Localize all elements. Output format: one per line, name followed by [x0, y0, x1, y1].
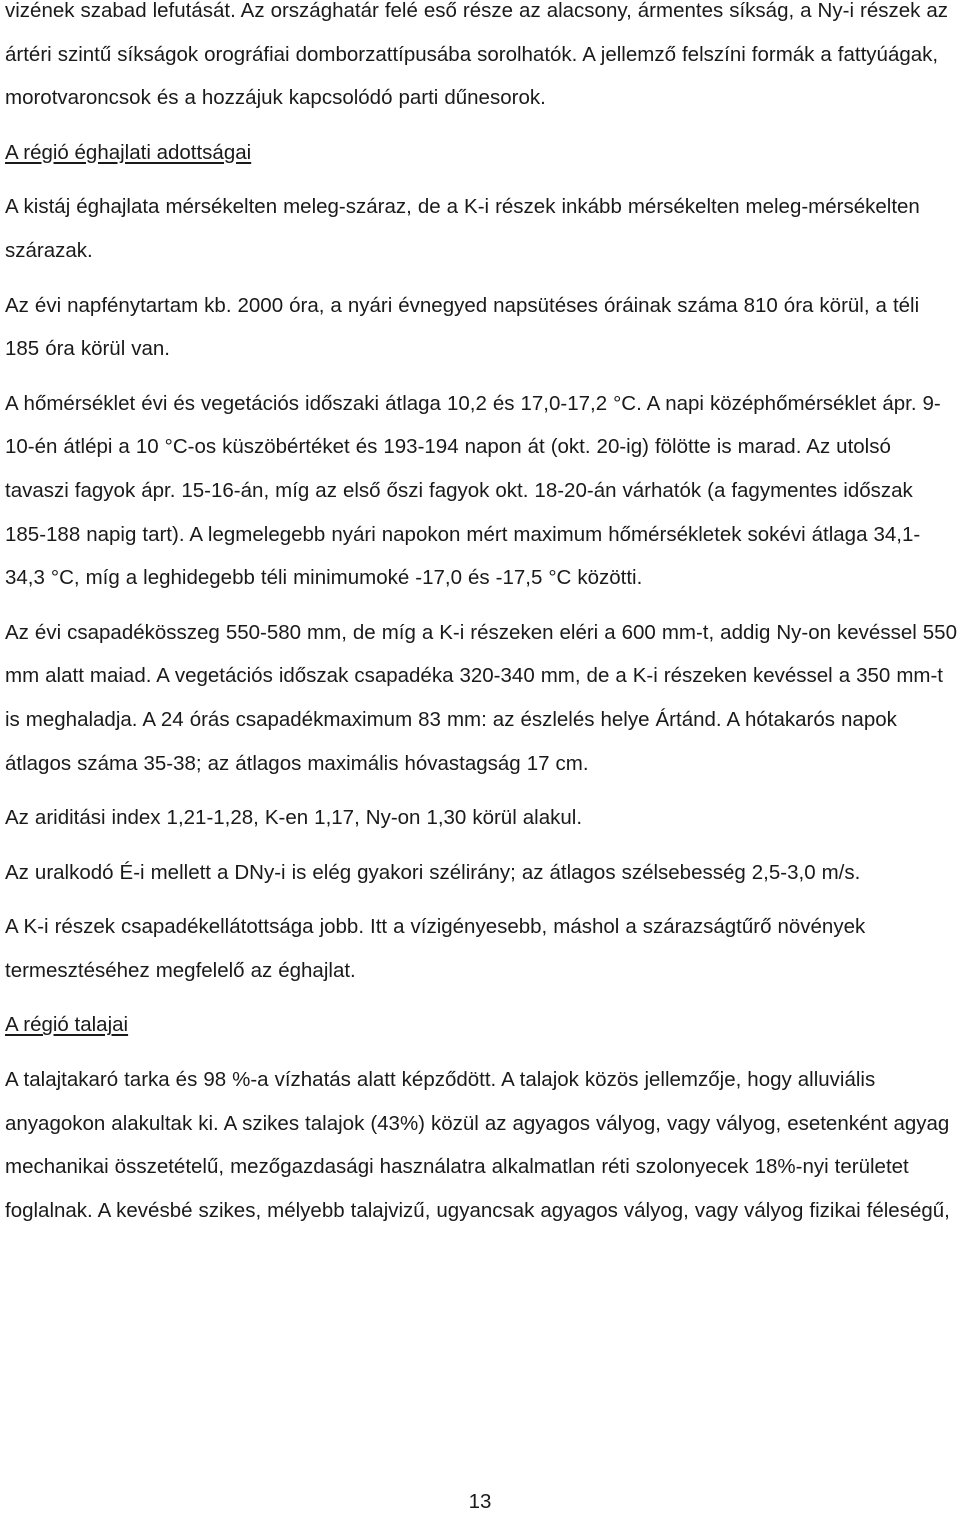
paragraph-sunshine: Az évi napfénytartam kb. 2000 óra, a nyári évnegyed napsütéses óráinak száma 810 óra körül, a téli 185 óra körül van.	[5, 293, 920, 361]
paragraph-precipitation: Az évi csapadékösszeg 550-580 mm, de míg a K-i részeken eléri a 600 mm-t, addig Ny-on kevéssel 550 mm alatt maiad. A vegetációs időszak csapadéka 320-340 mm, de a K-i részeken kevéssel a 350 mm-t is meghaladja. A 24 órás csapadékmaximum 83 mm: az észlelés helye Ártánd. A hótakarós napok átlagos száma 35-38; az átlagos maximális hóvastagság 17 cm.	[5, 620, 957, 775]
paragraph-aridity: Az ariditási index 1,21-1,28, K-en 1,17, Ny-on 1,30 körül alakul.	[5, 806, 583, 830]
paragraph-wind: Az uralkodó É-i mellett a DNy-i is elég gyakori szélirány; az átlagos szélsebesség 2,5-3,0 m/s.	[5, 860, 861, 884]
paragraph-temperature: A hőmérséklet évi és vegetációs időszaki átlaga 10,2 és 17,0-17,2 °C. A napi középhőmérséklet ápr. 9-10-én átlépi a 10 °C-os küszöbértéket és 193-194 napon át (okt. 20-ig) fölötte is marad. Az utolsó tavaszi fagyok ápr. 15-16-án, míg az első őszi fagyok okt. 18-20-án várhatók (a fagymentes időszak 185-188 napig tart). A legmelegebb nyári napokon mért maximum hőmérsékletek sokévi átlaga 34,1-34,3 °C, míg a leghidegebb téli minimumoké -17,0 és -17,5 °C közötti.	[5, 391, 941, 590]
document-body	[5, 0, 957, 1243]
paragraph-water-supply: A K-i részek csapadékellátottsága jobb. Itt a vízigényesebb, máshol a szárazságtűrő növények termesztéséhez megfelelő az éghajlat.	[5, 915, 866, 982]
paragraph-soils: A talajtakaró tarka és 98 %-a vízhatás alatt képződött. A talajok közös jellemzője, hogy alluviális anyagokon alakultak ki. A szikes talajok (43%) közül az agyagos vályog, vagy vályog, esetenként agyag mechanikai összetételű, mezőgazdasági használatra alkalmatlan réti szolonyecek 18%-nyi területet foglalnak. A kevésbé szikes, mélyebb talajvizű, ugyancsak agyagos vályog, vagy vályog fizikai féleségű,	[5, 1068, 950, 1222]
page-number: 13	[468, 1490, 492, 1513]
heading-soils: A régió talajai	[5, 1013, 129, 1037]
paragraph-climate-type: A kistáj éghajlata mérsékelten meleg-száraz, de a K-i részek inkább mérsékelten meleg-mérsékelten szárazak.	[5, 195, 920, 262]
paragraph-landscape: vizének szabad lefutását. Az országhatár felé eső része az alacsony, ármentes síkság, a Ny-i részek az ártéri szintű síkságok orográfiai domborzattípusába sorolhatók. A jellemző felszíni formák a fattyúágak, morotvaroncsok és a hozzájuk kapcsolódó parti dűnesorok.	[5, 0, 949, 110]
heading-climate: A régió éghajlati adottságai	[5, 140, 252, 164]
